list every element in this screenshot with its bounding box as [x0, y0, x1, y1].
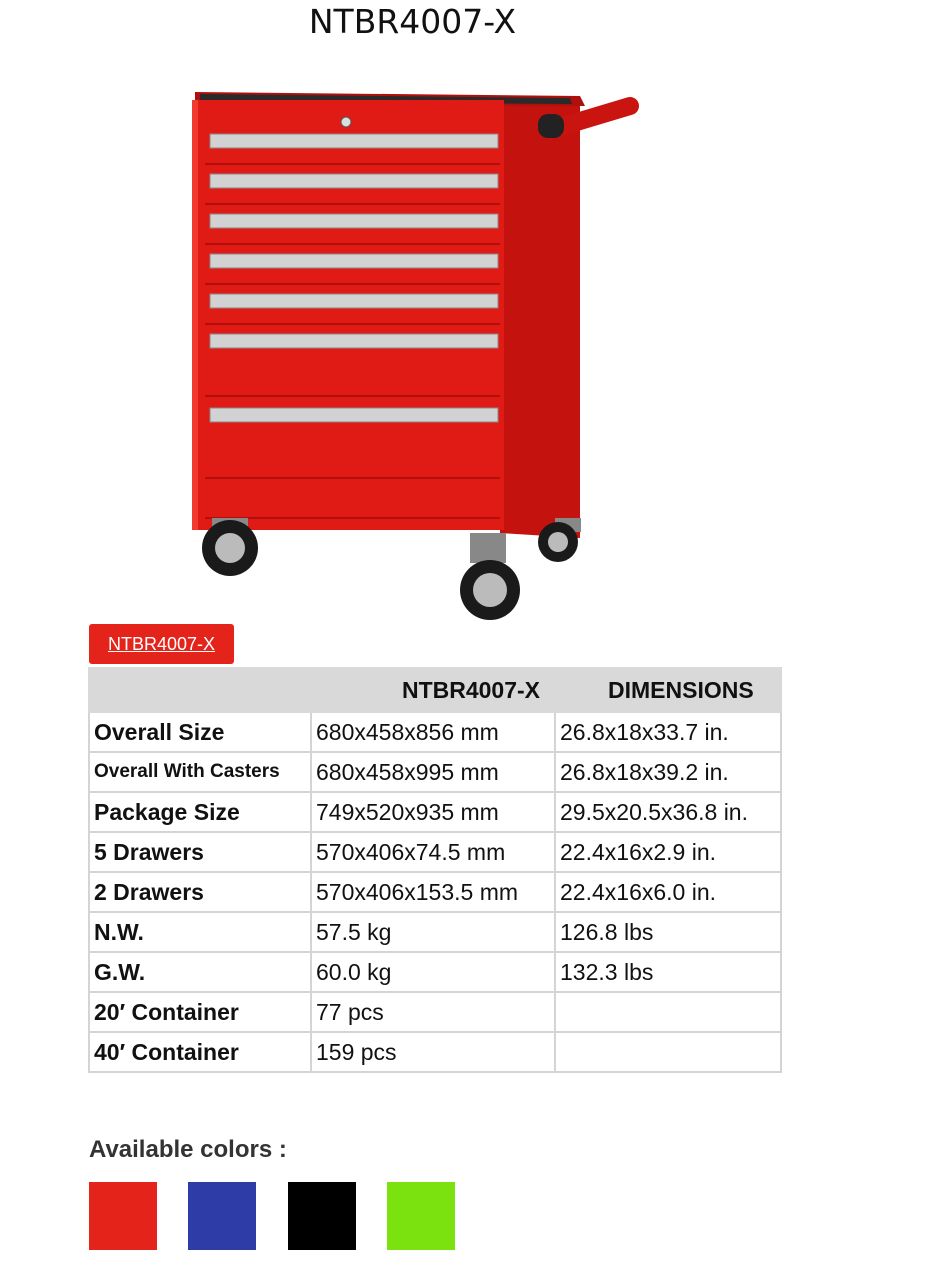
row-metric: 77 pcs: [311, 992, 555, 1032]
row-label: G.W.: [89, 952, 311, 992]
row-label: Overall Size: [89, 712, 311, 752]
row-label: N.W.: [89, 912, 311, 952]
table-header-dimensions: DIMENSIONS: [555, 668, 781, 712]
row-imperial: 26.8x18x39.2 in.: [555, 752, 781, 792]
row-metric: 570x406x153.5 mm: [311, 872, 555, 912]
row-metric: 680x458x995 mm: [311, 752, 555, 792]
row-metric: 680x458x856 mm: [311, 712, 555, 752]
row-metric: 60.0 kg: [311, 952, 555, 992]
table-row: [89, 992, 781, 1032]
color-swatch-red[interactable]: [89, 1182, 157, 1250]
table-row: [89, 872, 781, 912]
color-swatch-black[interactable]: [288, 1182, 356, 1250]
tool-cabinet-image: [160, 78, 660, 638]
row-imperial: 22.4x16x2.9 in.: [555, 832, 781, 872]
row-imperial: 26.8x18x33.7 in.: [555, 712, 781, 752]
table-row: [89, 1032, 781, 1072]
row-imperial: [555, 992, 781, 1032]
table-row: [89, 832, 781, 872]
table-row: [89, 712, 781, 752]
row-label: 5 Drawers: [89, 832, 311, 872]
row-imperial: 29.5x20.5x36.8 in.: [555, 792, 781, 832]
row-imperial: 22.4x16x6.0 in.: [555, 872, 781, 912]
table-row: [89, 952, 781, 992]
row-label: Overall With Casters: [89, 752, 311, 792]
color-swatch-green[interactable]: [387, 1182, 455, 1250]
row-imperial: 126.8 lbs: [555, 912, 781, 952]
available-colors-label: Available colors :: [89, 1136, 287, 1163]
row-metric: 159 pcs: [311, 1032, 555, 1072]
table-header-model: NTBR4007-X: [89, 668, 555, 712]
row-label: 40′ Container: [89, 1032, 311, 1072]
row-metric: 57.5 kg: [311, 912, 555, 952]
table-row: [89, 752, 781, 792]
row-imperial: [555, 1032, 781, 1072]
table-header-row: [89, 668, 781, 712]
row-label: Package Size: [89, 792, 311, 832]
color-swatch-blue[interactable]: [188, 1182, 256, 1250]
row-imperial: 132.3 lbs: [555, 952, 781, 992]
row-label: 20′ Container: [89, 992, 311, 1032]
table-row: [89, 792, 781, 832]
row-metric: 749x520x935 mm: [311, 792, 555, 832]
dimensions-table: [88, 667, 782, 1073]
row-label: 2 Drawers: [89, 872, 311, 912]
row-metric: 570x406x74.5 mm: [311, 832, 555, 872]
page-title: NTBR4007-X: [308, 2, 517, 41]
table-row: [89, 912, 781, 952]
model-tag-label: NTBR4007-X: [107, 633, 216, 654]
model-tag[interactable]: [89, 624, 234, 664]
